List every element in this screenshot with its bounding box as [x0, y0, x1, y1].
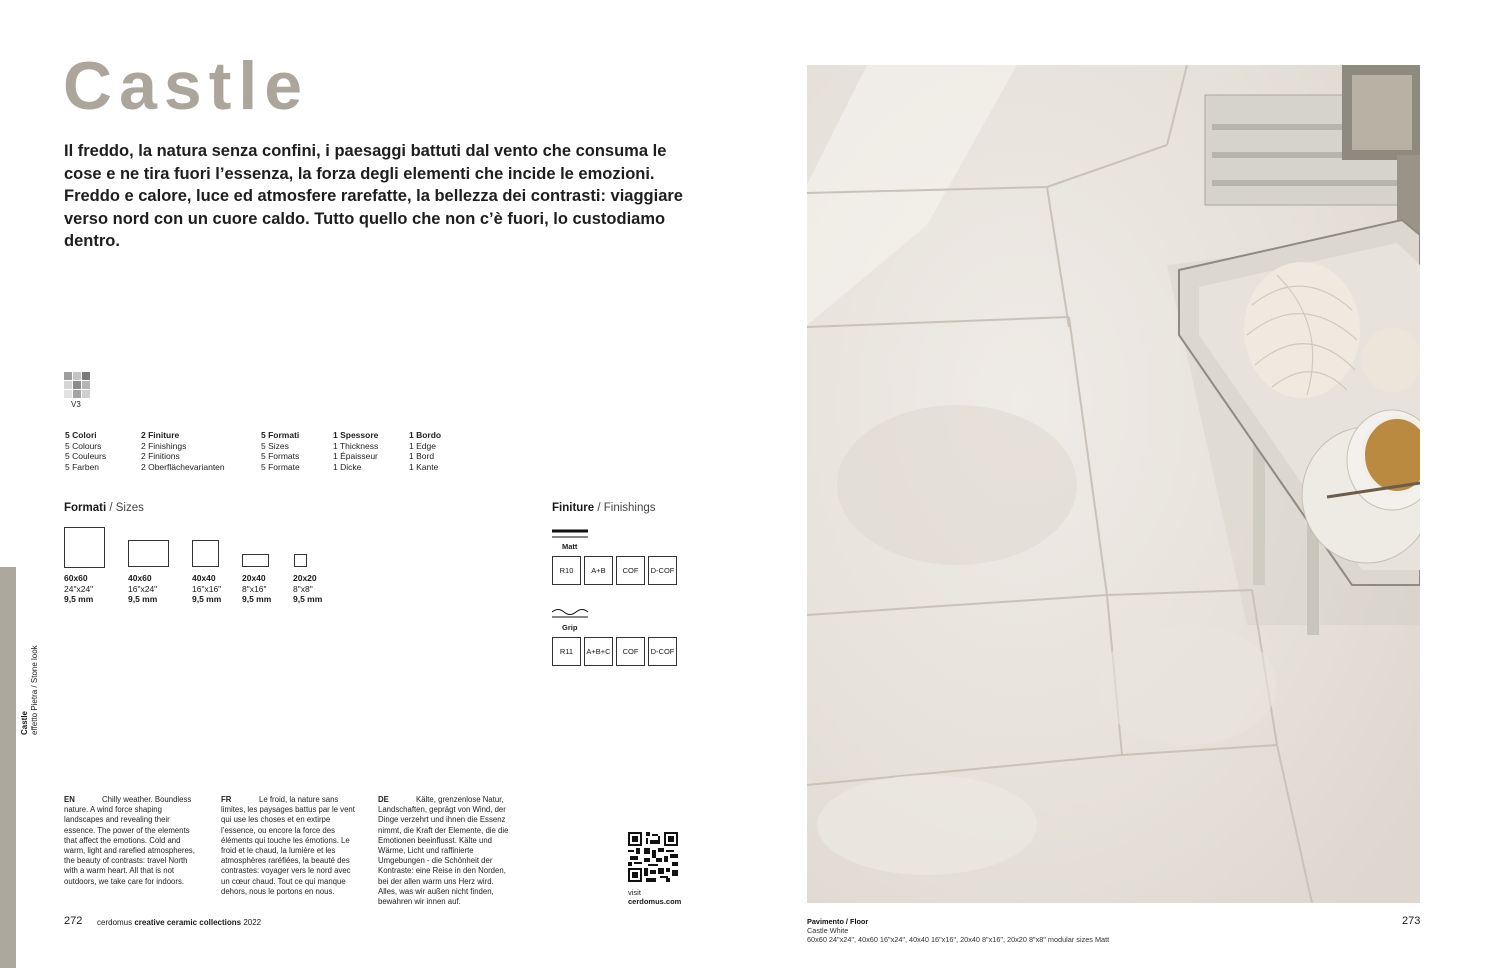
spec-colors: 5 Colori 5 Colours 5 Couleurs 5 Farben [65, 430, 107, 472]
spec-sizes: 5 Formati 5 Sizes 5 Formats 5 Formate [261, 430, 300, 472]
badge-abc: A+B+C [584, 637, 613, 666]
description-de: DE Kälte, grenzenlose Natur, Landschaften, geprägt von Wind, der Dinge verzehrt und ihnen die Essenz nimmt, die Kraft der Elemente, die die Emotionen beeinflusst. Kälte und Wärme, Licht und raffinierte Umgebungen - die Schönheit der Kontraste: eine Reise in den Norden, bei der allen warm uns Herz wird. Alles, was wir außen nicht finden, bewahren wir innen auf. [378, 795, 509, 907]
badge-dcof: D-COF [648, 556, 677, 585]
spec-edge: 1 Bordo 1 Edge 1 Bord 1 Kante [409, 430, 442, 472]
page-title: Castle [63, 48, 310, 124]
spec-thickness: 1 Spessore 1 Thickness 1 Épaisseur 1 Dicke [333, 430, 379, 472]
size-40x40-shape [192, 540, 219, 567]
variation-label: V3 [71, 400, 81, 409]
badge-r10: R10 [552, 556, 581, 585]
intro-paragraph: Il freddo, la natura senza confini, i paesaggi battuti dal vento che consuma le cose e ne tira fuori l’essenza, la forza degli elementi che incide le emozioni. Freddo e calore, luce ed atmosfere rarefatte, la bellezza dei contrasti: viaggiare verso nord con un cuore caldo. Tutto quello che non c’è fuori, lo custodiamo dentro. [64, 142, 683, 250]
side-label: Castle effetto Pietra / Stone look [20, 645, 39, 735]
floor-tiles-photo [807, 65, 1420, 903]
qr-code-icon[interactable] [628, 832, 678, 882]
matt-surface-icon [552, 529, 590, 539]
size-20x20-shape [294, 554, 307, 567]
page-number-right: 273 [1402, 915, 1421, 927]
size-label-40x40: 40x40 16"x16" 9,5 mm [192, 573, 222, 604]
size-label-40x60: 40x60 16"x24" 9,5 mm [128, 573, 158, 604]
photo-caption: Pavimento / Floor Castle White 60x60 24"x24", 40x60 16"x24", 40x40 16"x16", 20x40 8"x16", 20x20 8"x8" modular sizes Matt [807, 917, 1110, 944]
badge-dcof: D-COF [648, 637, 677, 666]
size-label-60x60: 60x60 24"x24" 9,5 mm [64, 573, 94, 604]
badge-cof: COF [616, 637, 645, 666]
description-en: EN Chilly weather. Boundless nature. A wind force shaping landscapes and revealing their essence. The power of the elements that affect the emotions. Cold and warm, light and rarefied atmospheres, the beauty of contrasts: travel North with a warm heart. All that is not outdoors, we take care for indoors. [64, 795, 195, 886]
side-color-tab [0, 567, 16, 968]
footer-brand: cerdomus creative ceramic collections 2022 [97, 918, 262, 927]
size-60x60-shape [64, 527, 105, 568]
size-20x40-shape [242, 554, 269, 567]
sizes-heading: Formati / Sizes [64, 502, 144, 514]
badge-r11: R11 [552, 637, 581, 666]
description-fr: FR Le froid, la nature sans limites, les paysages battus par le vent qui use les choses et en extirpe l’essence, ou encore la force des éléments qui touche les émotions. Le froid et le chaud, la lumière et les atmosphères raréfiées, la beauté des contrastes: voyager vers le nord avec un cœur chaud. Tout ce qui manque dehors, nous le portons en nous. [221, 795, 355, 896]
variation-swatch-icon [64, 372, 92, 400]
size-40x60-shape [128, 540, 169, 567]
badge-ab: A+B [584, 556, 613, 585]
badge-cof: COF [616, 556, 645, 585]
visit-link[interactable]: visit cerdomus.com [628, 888, 682, 906]
size-label-20x20: 20x20 8"x8" 9,5 mm [293, 573, 323, 604]
spec-finishings: 2 Finiture 2 Finishings 2 Finitions 2 Oberflächevarianten [141, 430, 225, 472]
size-label-20x40: 20x40 8"x16" 9,5 mm [242, 573, 272, 604]
finishings-heading: Finiture / Finishings [552, 502, 656, 514]
grip-surface-icon [552, 605, 590, 619]
finish-matt-title: Matt [562, 542, 578, 551]
page-number-left: 272 [64, 915, 83, 927]
finish-grip-title: Grip [562, 623, 578, 632]
